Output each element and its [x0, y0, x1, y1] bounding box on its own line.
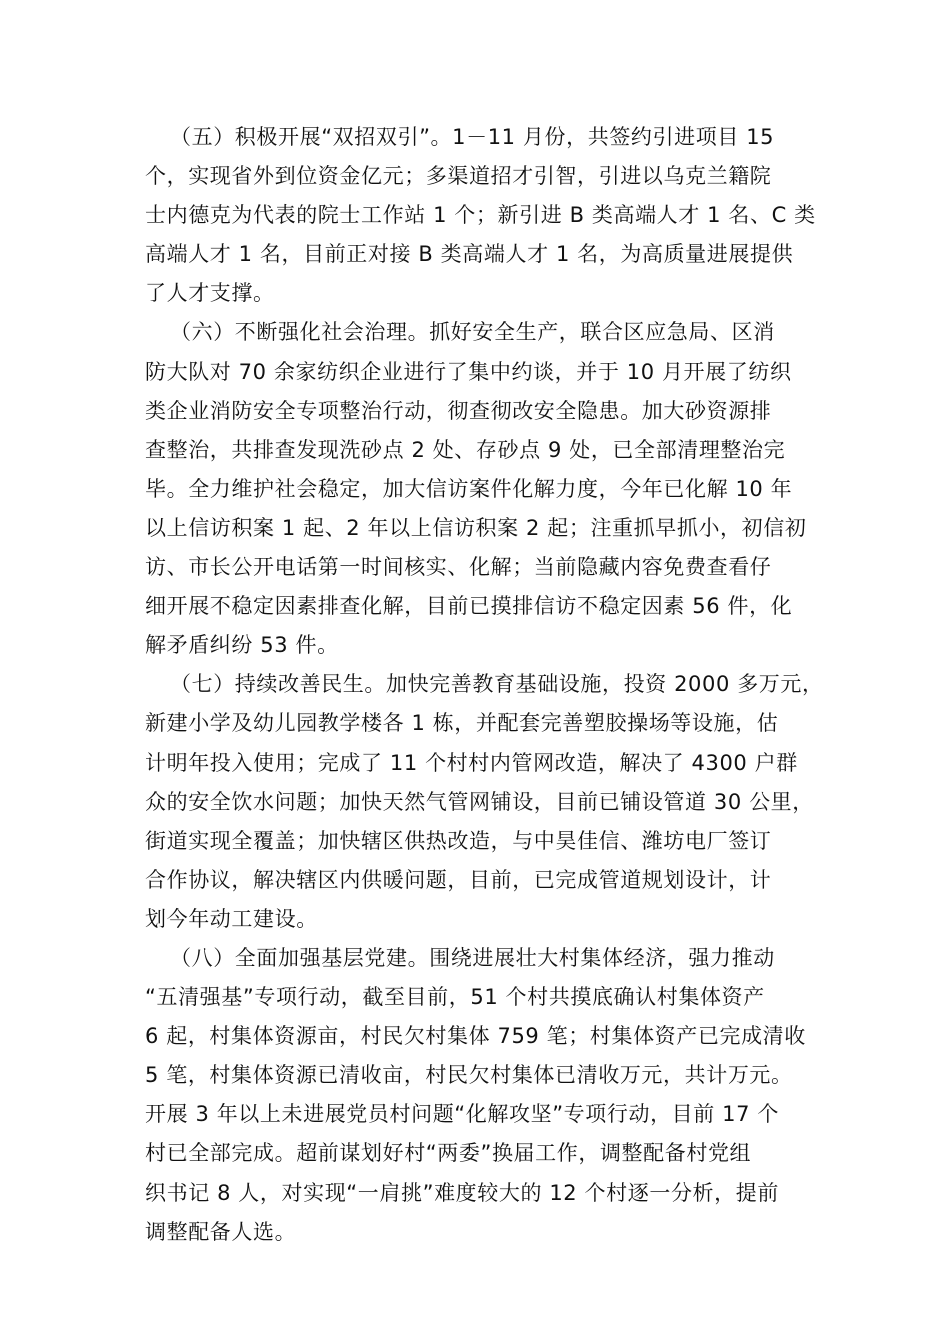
text-line: 划今年动工建设。	[145, 906, 318, 931]
paragraph-5	[145, 118, 816, 313]
text-line: 织书记 8 人，对实现“一肩挑”难度较大的 12 个村逐一分析，提前	[145, 1180, 779, 1205]
text-line: “五清强基”专项行动，截至目前，51 个村共摸底确认村集体资产	[145, 985, 765, 1010]
text-line: 查整治，共排查发现洗砂点 2 处、存砂点 9 处，已全部清理整治完	[145, 437, 786, 462]
text-line: 防大队对 70 余家纺织企业进行了集中约谈，并于 10 月开展了纺织	[145, 359, 792, 384]
text-line: 访、市长公开电话第一时间核实、化解；当前隐藏内容免费查看仔	[145, 555, 772, 580]
text-line: 毕。全力维护社会稳定，加大信访案件化解力度，今年已化解 10 年	[145, 476, 793, 501]
text-line: 5 笔，村集体资源已清收亩，村民欠村集体已清收万元，共计万元。	[145, 1063, 793, 1088]
text-line: 士内德克为代表的院士工作站 1 个；新引进 B 类高端人才 1 名、C 类	[145, 203, 816, 228]
text-line: 街道实现全覆盖；加快辖区供热改造，与中昊佳信、潍坊电厂签订	[145, 828, 772, 853]
text-line: 计明年投入使用；完成了 11 个村村内管网改造，解决了 4300 户群	[145, 750, 798, 775]
text-line: 6 起，村集体资源亩，村民欠村集体 759 笔；村集体资产已完成清收	[145, 1024, 806, 1049]
text-line: （七）持续改善民生。加快完善教育基础设施，投资 2000 多万元，	[170, 672, 824, 697]
document-body	[145, 118, 824, 1252]
text-line: 众的安全饮水问题；加快天然气管网铺设，目前已铺设管道 30 公里，	[145, 789, 814, 814]
text-line: （八）全面加强基层党建。围绕进展壮大村集体经济，强力推动	[170, 945, 775, 970]
paragraph-6	[145, 313, 811, 665]
text-line: 细开展不稳定因素排查化解，目前已摸排信访不稳定因素 56 件，化	[145, 594, 793, 619]
text-line: 开展 3 年以上未进展党员村问题“化解攻坚”专项行动，目前 17 个	[145, 1102, 779, 1127]
text-line: 调整配备人选。	[145, 1219, 297, 1244]
text-line: 村已全部完成。超前谋划好村“两委”换届工作，调整配备村党组	[145, 1141, 752, 1166]
text-line: 了人才支撑。	[145, 281, 275, 306]
text-line: （六）不断强化社会治理。抓好安全生产，联合区应急局、区消	[170, 320, 775, 345]
text-line: 高端人才 1 名，目前正对接 B 类高端人才 1 名，为高质量进展提供	[145, 242, 794, 267]
text-line: 类企业消防安全专项整治行动，彻查彻改安全隐患。加大砂资源排	[145, 398, 772, 423]
text-line: （五）积极开展“双招双引”。1－11 月份，共签约引进项目 15	[170, 125, 775, 149]
text-line: 个，实现省外到位资金亿元；多渠道招才引智，引进以乌克兰籍院	[145, 164, 772, 189]
paragraph-8	[145, 939, 811, 1252]
paragraph-7	[145, 665, 824, 939]
text-line: 合作协议，解决辖区内供暖问题，目前，已完成管道规划设计，计	[145, 867, 772, 892]
text-line: 新建小学及幼儿园教学楼各 1 栋，并配套完善塑胶操场等设施，估	[145, 711, 779, 736]
text-line: 解矛盾纠纷 53 件。	[145, 633, 339, 658]
text-line: 以上信访积案 1 起、2 年以上信访积案 2 起；注重抓早抓小，初信初	[145, 515, 807, 540]
